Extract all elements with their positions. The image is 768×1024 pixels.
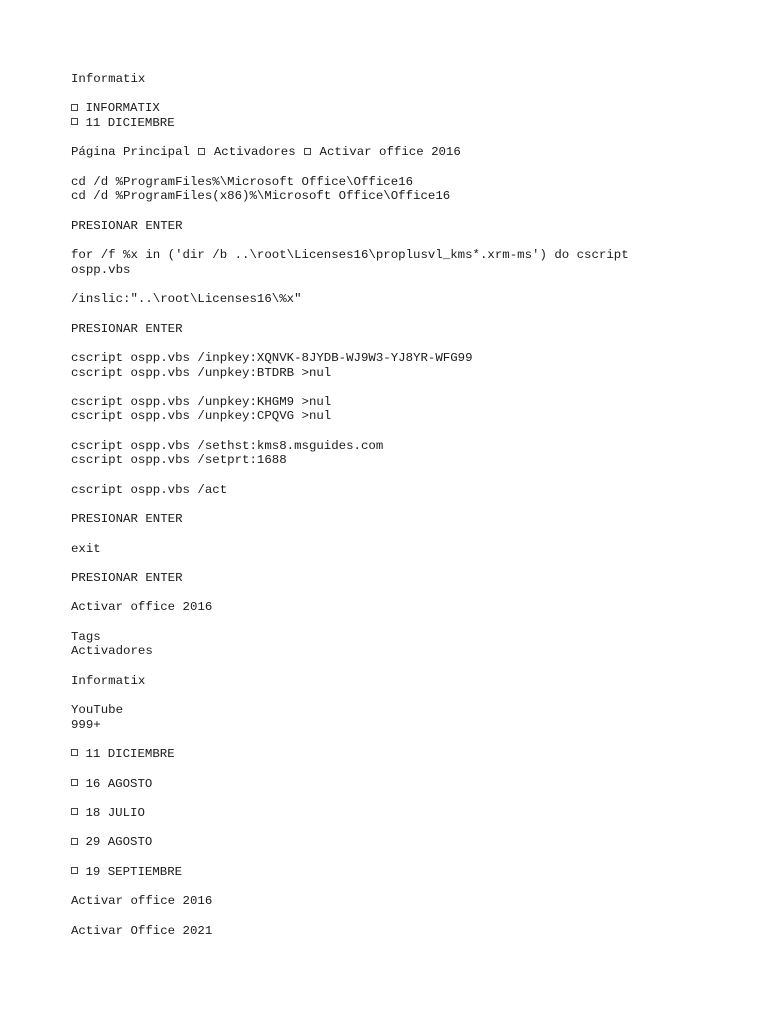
recent-item: [71, 777, 751, 792]
recent-item: [71, 835, 751, 850]
recent-link[interactable]: 18 JULIO: [71, 806, 751, 821]
cmd-cd-block: [71, 175, 751, 204]
top-nav-item-date[interactable]: 11 DICIEMBRE: [71, 116, 751, 131]
recent-link[interactable]: 29 AGOSTO: [71, 835, 751, 850]
youtube-link[interactable]: YouTube: [71, 703, 124, 718]
cmd-for-block: [71, 248, 751, 277]
breadcrumb-home[interactable]: Página Principal: [71, 145, 190, 160]
cmd-line: cd /d %ProgramFiles%\Microsoft Office\Office16: [71, 174, 414, 189]
bullet-box-icon: [71, 118, 78, 125]
tags-block: [71, 630, 751, 659]
post-title: Activar office 2016: [71, 600, 213, 615]
recent-link[interactable]: 11 DICIEMBRE: [71, 747, 751, 762]
cmd-line: cscript ospp.vbs /sethst:kms8.msguides.com: [71, 438, 384, 453]
cmd-unpkey-block: [71, 395, 751, 424]
breadcrumb-current: Activar office 2016: [319, 145, 461, 160]
bullet-box-icon: [71, 779, 78, 786]
cmd-line: cd /d %ProgramFiles(x86)%\Microsoft Office\Office16: [71, 189, 451, 204]
tags-label: Tags: [71, 629, 101, 644]
tag-link[interactable]: Activadores: [71, 644, 153, 659]
cmd-key-block: [71, 351, 751, 380]
page-content: [71, 72, 751, 953]
footer-brand[interactable]: Informatix: [71, 673, 146, 688]
bullet-box-icon: [71, 749, 78, 756]
youtube-block: [71, 703, 751, 732]
top-nav: [71, 101, 751, 130]
youtube-count: 999+: [71, 717, 101, 732]
bullet-box-icon: [71, 104, 78, 111]
cmd-line: for /f %x in ('dir /b ..\root\Licenses16\proplusvl_kms*.xrm-ms') do cscript ospp.vbs: [71, 248, 629, 277]
recent-link[interactable]: 19 SEPTIEMBRE: [71, 865, 751, 880]
cmd-line: cscript ospp.vbs /unpkey:KHGM9 >nul: [71, 394, 332, 409]
recent-item: [71, 747, 751, 762]
instruction-block: [71, 571, 751, 586]
recent-link[interactable]: 16 AGOSTO: [71, 777, 751, 792]
separator-box-icon: [198, 148, 205, 155]
instruction-text: PRESIONAR ENTER: [71, 512, 183, 527]
cmd-line: cscript ospp.vbs /act: [71, 482, 228, 497]
cmd-line: exit: [71, 541, 101, 556]
bullet-box-icon: [71, 808, 78, 815]
bullet-box-icon: [71, 838, 78, 845]
top-nav-item-informatix[interactable]: INFORMATIX: [71, 101, 751, 116]
breadcrumb: [71, 145, 751, 160]
site-title[interactable]: Informatix: [71, 72, 146, 86]
cmd-line: cscript ospp.vbs /unpkey:BTDRB >nul: [71, 365, 332, 380]
related-item: [71, 924, 751, 939]
cmd-act-block: [71, 483, 751, 498]
cmd-inslic-block: [71, 292, 751, 307]
bullet-box-icon: [71, 867, 78, 874]
cmd-kms-block: [71, 439, 751, 468]
breadcrumb-activadores[interactable]: Activadores: [213, 145, 296, 160]
footer-brand-block: [71, 674, 751, 689]
separator-box-icon: [304, 148, 311, 155]
related-item: [71, 894, 751, 909]
cmd-line: cscript ospp.vbs /setprt:1688: [71, 453, 287, 468]
instruction-text: PRESIONAR ENTER: [71, 571, 183, 586]
instruction-block: [71, 322, 751, 337]
recent-item: [71, 806, 751, 821]
cmd-line: cscript ospp.vbs /inpkey:XQNVK-8JYDB-WJ9W3-YJ8YR-WFG99: [71, 350, 473, 365]
instruction-block: [71, 512, 751, 527]
cmd-line: cscript ospp.vbs /unpkey:CPQVG >nul: [71, 409, 332, 424]
related-link[interactable]: Activar Office 2021: [71, 923, 213, 938]
instruction-text: PRESIONAR ENTER: [71, 218, 183, 233]
recent-item: [71, 865, 751, 880]
instruction-block: [71, 219, 751, 234]
cmd-line: /inslic:"..\root\Licenses16\%x": [71, 292, 302, 307]
related-link[interactable]: Activar office 2016: [71, 894, 213, 909]
site-header: [71, 72, 751, 87]
post-title-block: [71, 600, 751, 615]
instruction-text: PRESIONAR ENTER: [71, 321, 183, 336]
cmd-exit-block: [71, 542, 751, 557]
